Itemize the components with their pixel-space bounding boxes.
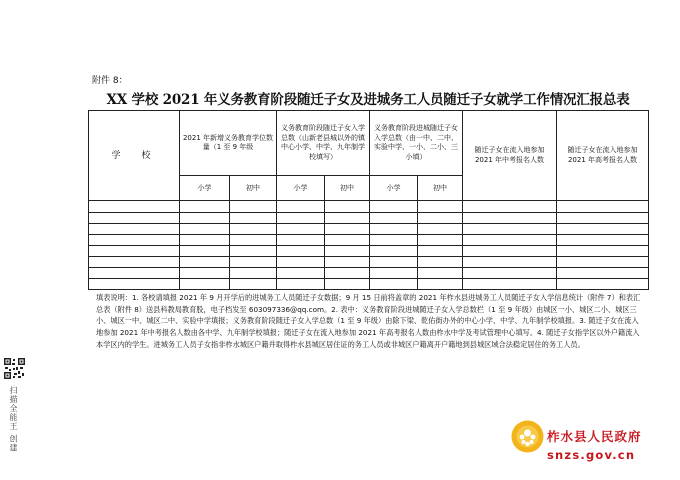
header-school: 学 校 [89,111,180,201]
table-row [89,223,649,234]
header-migrant-enrollment: 义务教育阶段随迁子女入学总数（山新老县城以外的镇中心小学、中学、九年制学校填写） [277,111,370,176]
filling-instructions: 填表说明：1. 各校请填报 2021 年 9 月开学后的进城务工人员随迁子女数据；9 月 15 日前将盖章的 2021 年柞水县进城务工人员随迁子女入学信息统计（附件 7）和表汇总表（附件 8）送县科教局教育股，电子档发至 603097336@qq.com。2. 表中：义务教育阶段进城随迁子女入学总数栏（1 至 9 年级）由城区一小、城区二小、城区三小、城区一中、城区二中、实验中学填报；义务教育阶段随迁子女入学总数（1 至 9 年级）由除下梁、乾佑街办外的中心小学、中学、九年制学校填报。3. 随迁子女在流入地参加 2021 年中考报名人数由各中学、九年制学校填报；随迁子女在流入地参加 2021 年高考报名人数由柞水中学及考试管理中心填写。4. 随迁子女指学区以外户籍流入本学区内的学生。进城务工人员子女指非柞水城区户籍并取得柞水县城区居住证的务工人员或非城区户籍离开户籍地到县城区域合法稳定居住的务工人员。 [96,293,641,349]
document-title: XX 学校 2021 年义务教育阶段随迁子女及进城务工人员随迁子女就学工作情况汇报总表 [106,92,630,108]
table-row [89,267,649,278]
subheader-junior: 初中 [325,176,370,201]
table-row [89,234,649,245]
table-row [89,256,649,267]
qr-code-icon[interactable] [4,358,25,379]
subheader-junior: 初中 [230,176,277,201]
scanner-watermark: 扫描全能王 创建 [9,386,18,453]
header-zhongkao-count: 随迁子女在流入地参加 2021 年中考报名人数 [463,111,557,201]
attachment-label: 附件 8： [92,76,128,86]
header-new-enrollment: 2021 年新增义务教育学位数量（1 至 9 年级 [180,111,277,176]
table-row [89,212,649,223]
report-table [88,110,649,290]
table-row [89,245,649,256]
header-gaokao-count: 随迁子女在流入地参加 2021 年高考报名人数 [557,111,649,201]
government-name: 柞水县人民政府 [547,429,642,444]
subheader-primary: 小学 [180,176,230,201]
government-logo-icon [511,420,544,453]
table-row [89,201,649,212]
table-header-row [89,111,649,176]
table-row [89,278,649,289]
subheader-primary: 小学 [277,176,325,201]
government-brand[interactable] [511,420,680,480]
government-domain: snzs.gov.cn [547,448,636,462]
subheader-primary: 小学 [370,176,418,201]
subheader-junior: 初中 [418,176,463,201]
header-urban-migrant-enrollment: 义务教育阶段进城随迁子女入学总数（由一中、二中、实验中学、一小、二小、三小填） [370,111,463,176]
